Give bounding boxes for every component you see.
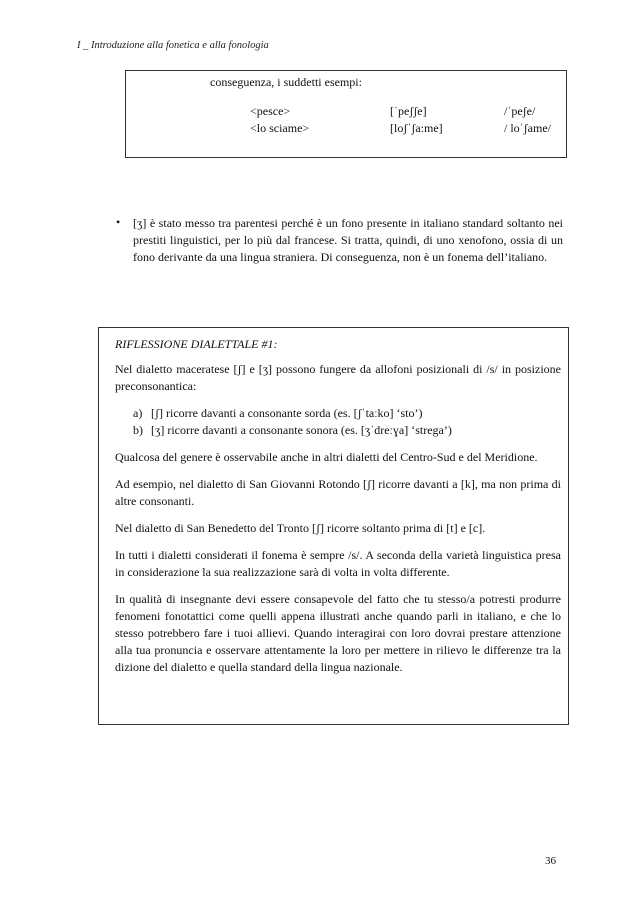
list-label: b) [133, 423, 143, 437]
reflection-paragraph: Nel dialetto maceratese [ʃ] e [ʒ] possono fungere da allofoni posizionali di /s/ in posizione preconsonantica: [115, 362, 561, 393]
example-word: <pesce> [250, 104, 291, 118]
examples-intro: conseguenza, i suddetti esempi: [210, 75, 362, 89]
reflection-paragraph: Qualcosa del genere è osservabile anche in altri dialetti del Centro-Sud e del Meridione. [115, 450, 538, 464]
page-number: 36 [545, 855, 556, 867]
example-phonemic: /ˈpeʃe/ [504, 104, 536, 118]
list-text: [ʃ] ricorre davanti a consonante sorda (es. [ʃˈtaːko] ‘sto’) [151, 406, 423, 420]
list-text: [ʒ] ricorre davanti a consonante sonora (es. [ʒˈdreːɣa] ‘strega’) [151, 423, 452, 437]
reflection-paragraph: Ad esempio, nel dialetto di San Giovanni Rotondo [ʃ] ricorre davanti a [k], ma non prima di altre consonanti. [115, 477, 561, 508]
example-phonemic: / loˈʃame/ [504, 121, 551, 135]
bullet-marker: • [116, 215, 121, 229]
list-item [133, 422, 561, 439]
example-phonetic: [loʃˈʃa:me] [390, 121, 443, 135]
bullet-paragraph: [ʒ] è stato messo tra parentesi perché è un fono presente in italiano standard soltanto nei prestiti linguistici, per lo più dal francese. Si tratta, quindi, di uno xenofono, ossia di un fono derivante da una lingua straniera. Di conseguenza, non è un fonema dell’italiano. [133, 216, 563, 264]
example-word: <lo sciame> [250, 121, 310, 135]
dialect-reflection-box [98, 327, 569, 725]
examples-box [125, 70, 567, 158]
list-label: a) [133, 406, 143, 420]
example-phonetic: [ˈpeʃʃe] [390, 104, 427, 118]
running-header: I _ Introduzione alla fonetica e alla fonologia [77, 40, 269, 51]
reflection-paragraph: Nel dialetto di San Benedetto del Tronto [ʃ] ricorre soltanto prima di [t] e [c]. [115, 521, 486, 535]
reflection-title: RIFLESSIONE DIALETTALE #1: [115, 337, 278, 351]
reflection-paragraph: In qualità di insegnante devi essere consapevole del fatto che tu stesso/a potresti produrre fenomeni fonotattici come quelli appena illustrati anche quando parli in italiano, e che lo stesso potrebbero fare i tuoi allievi. Quando interagirai con loro dovrai prestare attenzione alla tua pronuncia e osservare attentamente la loro per mettere in rilievo le differenze tra la dizione del dialetto e quella standard della lingua nazionale. [115, 592, 561, 674]
reflection-paragraph: In tutti i dialetti considerati il fonema è sempre /s/. A seconda della varietà linguistica presa in considerazione la sua realizzazione sarà di volta in volta differente. [115, 548, 561, 579]
list-item [133, 405, 561, 422]
allophone-list [133, 405, 561, 439]
